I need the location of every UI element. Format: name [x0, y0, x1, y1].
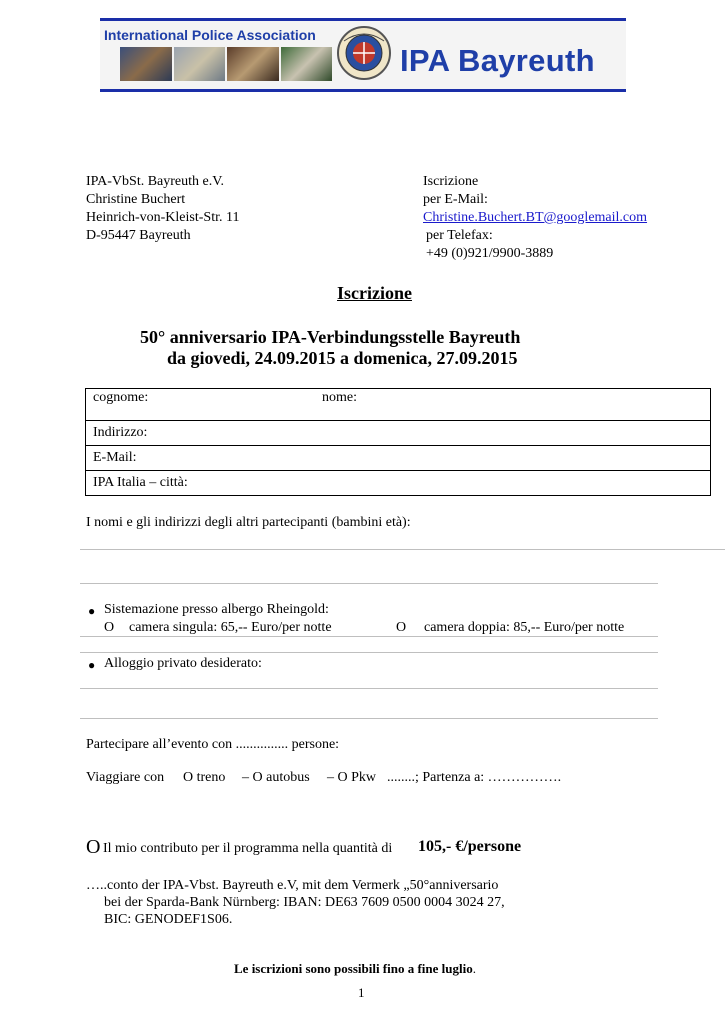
photo-strip	[120, 47, 332, 81]
attend-persons: Partecipare all’evento con ............... persone:	[86, 737, 340, 752]
departure-field[interactable]: ........; Partenza a: …………….	[387, 770, 562, 785]
email-label: E-Mail:	[93, 450, 137, 465]
contact-fax-label: per Telefax:	[426, 228, 493, 243]
banner-photo	[174, 47, 226, 81]
hotel-label: Sistemazione presso albergo Rheingold:	[104, 602, 329, 617]
sender-street: Heinrich-von-Kleist-Str. 11	[86, 210, 240, 225]
address-label: Indirizzo:	[93, 425, 148, 440]
single-room-checkbox[interactable]: O	[104, 620, 115, 635]
private-lodging-label: Alloggio privato desiderato:	[104, 656, 262, 671]
page-number: 1	[358, 985, 365, 1000]
deadline-note	[234, 961, 476, 977]
divider	[80, 636, 658, 637]
city-row[interactable]	[86, 471, 710, 495]
bullet-icon: ●	[88, 658, 96, 672]
bank-line-1: …..conto der IPA-Vbst. Bayreuth e.V, mit dem Vermerk „50°anniversario	[86, 878, 499, 893]
name-row[interactable]	[86, 389, 710, 421]
double-room-label: camera doppia: 85,-- Euro/per notte	[424, 620, 625, 635]
contribution-amount: 105,- €/persone	[418, 838, 522, 855]
deadline-text: Le iscrizioni sono possibili fino a fine luglio	[234, 961, 473, 976]
address-row[interactable]	[86, 421, 710, 446]
travel-bus-option[interactable]: – O autobus	[242, 770, 310, 785]
divider	[80, 718, 658, 719]
banner-photo	[120, 47, 172, 81]
page-title: Iscrizione	[337, 283, 412, 303]
participants-line[interactable]	[80, 583, 658, 584]
banner-photo	[227, 47, 279, 81]
event-title: 50° anniversario IPA-Verbindungsstelle Bayreuth	[140, 327, 521, 347]
participants-label: I nomi e gli indirizzi degli altri partecipanti (bambini età):	[86, 515, 411, 530]
association-name: International Police Association	[104, 27, 316, 43]
city-label: IPA Italia – città:	[93, 475, 188, 490]
deadline-period: .	[472, 961, 476, 976]
double-room-checkbox[interactable]: O	[396, 620, 407, 635]
single-room-label: camera singula: 65,-- Euro/per notte	[129, 620, 332, 635]
event-dates: da giovedi, 24.09.2015 a domenica, 27.09.2015	[167, 348, 518, 368]
banner-photo	[281, 47, 333, 81]
registration-form-table	[85, 388, 711, 496]
surname-label: cognome:	[93, 390, 149, 405]
first-name-label: nome:	[322, 390, 357, 405]
banner-title: IPA Bayreuth	[400, 43, 595, 78]
contact-email-link[interactable]: Christine.Buchert.BT@googlemail.com	[423, 210, 648, 225]
contact-email-label: per E-Mail:	[423, 192, 488, 207]
private-lodging-line[interactable]	[80, 688, 658, 689]
divider	[80, 652, 658, 653]
contact-fax-number: +49 (0)921/9900-3889	[426, 246, 554, 261]
bullet-icon: ●	[88, 604, 96, 618]
contribution-checkbox[interactable]: O	[86, 836, 101, 858]
ipa-banner	[100, 18, 626, 92]
participants-line[interactable]	[80, 549, 725, 550]
sender-city: D-95447 Bayreuth	[86, 228, 191, 243]
travel-label: Viaggiare con	[86, 770, 165, 785]
sender-name: IPA-VbSt. Bayreuth e.V.	[86, 174, 225, 189]
email-row[interactable]	[86, 446, 710, 471]
sender-person: Christine Buchert	[86, 192, 186, 207]
travel-train-option[interactable]: O treno	[183, 770, 226, 785]
travel-car-option[interactable]: – O Pkw	[327, 770, 377, 785]
contribution-text: Il mio contributo per il programma nella quantità di	[103, 841, 393, 856]
ipa-seal-logo	[336, 25, 392, 81]
contact-title: Iscrizione	[423, 174, 479, 189]
bank-line-3: BIC: GENODEF1S06.	[104, 912, 233, 927]
bank-line-2: bei der Sparda-Bank Nürnberg: IBAN: DE63 7609 0500 0004 3024 27,	[104, 895, 505, 910]
